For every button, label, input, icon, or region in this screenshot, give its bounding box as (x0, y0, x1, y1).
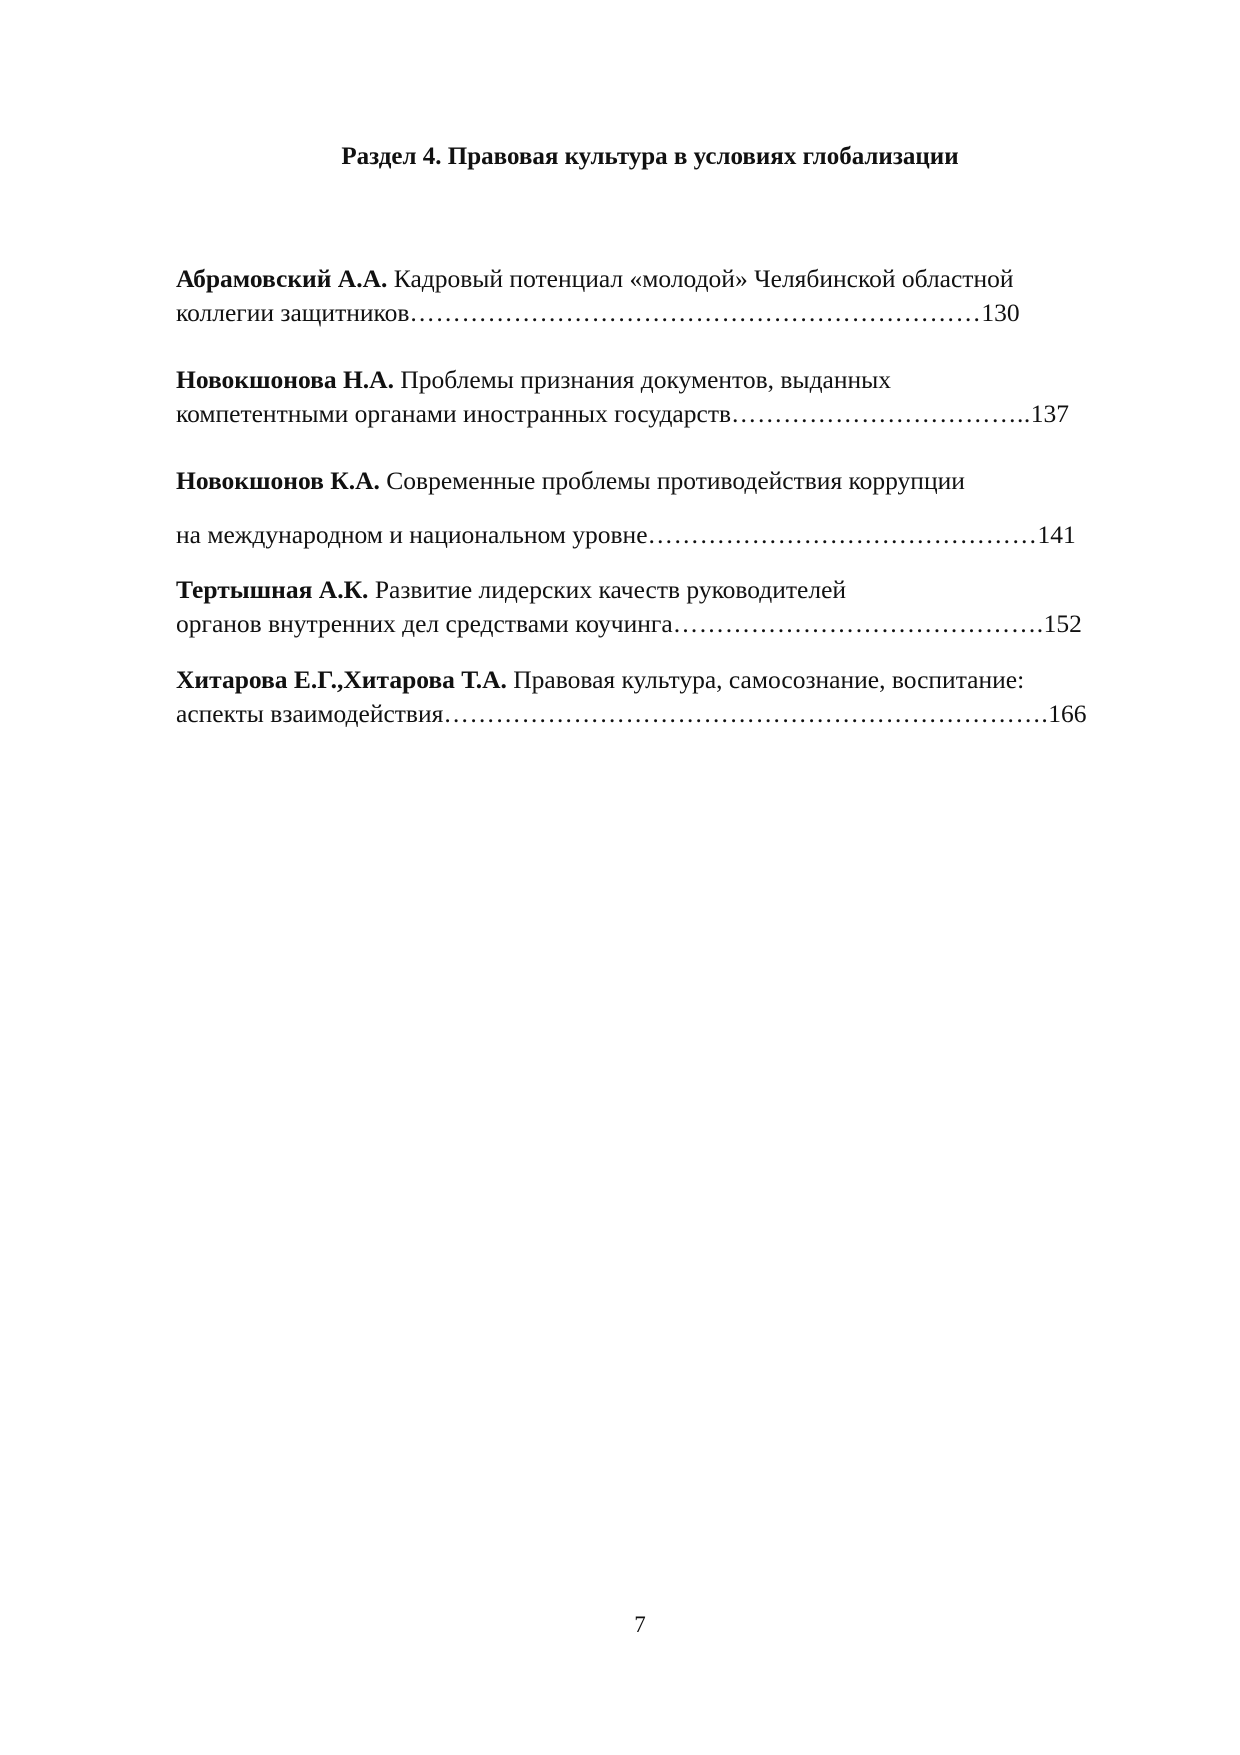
toc-author: Новокшонова Н.А. (176, 365, 394, 394)
toc-title: Современные проблемы противодействия коррупции (379, 466, 965, 495)
toc-page-number: 130 (981, 298, 1020, 327)
toc-title: Кадровый потенциал «молодой» Челябинской областной (387, 264, 1014, 293)
toc-title: Проблемы признания документов, выданных (393, 365, 892, 394)
toc-page-number: 141 (1037, 520, 1076, 549)
toc-page-number: 166 (1048, 699, 1087, 728)
toc-entry-line-1 (176, 363, 1069, 397)
toc-leader-dots: ……………………………………. (672, 609, 1044, 638)
toc-title-cont: компетентными органами иностранных государств (176, 399, 731, 428)
toc-leader-dots: …………………………….. (731, 399, 1031, 428)
toc-leader-dots: ……………………………………… (647, 520, 1038, 549)
toc-title: Правовая культура, самосознание, воспитание: (506, 665, 1025, 694)
toc-title-cont: аспекты взаимодействия (176, 699, 444, 728)
toc-entry-line-2 (176, 397, 1069, 431)
section-title: Раздел 4. Правовая культура в условиях глобализации (341, 143, 959, 170)
toc-entry-line-1 (176, 262, 1020, 296)
toc-entry-line-2 (176, 518, 1076, 552)
toc-leader-dots: ………………………………………………………… (409, 298, 982, 327)
toc-title-cont: коллегии защитников (176, 298, 410, 327)
toc-author: Хитарова Е.Г.,Хитарова Т.А. (176, 665, 507, 694)
toc-entry-line-2 (176, 697, 1086, 731)
toc-entry[interactable] (176, 363, 1069, 431)
toc-page-number: 137 (1030, 399, 1069, 428)
toc-page-number: 152 (1043, 609, 1082, 638)
toc-entry[interactable] (176, 464, 1076, 552)
toc-entry-line-1 (176, 464, 1076, 498)
toc-entry-line-2 (176, 296, 1020, 330)
toc-entry-line-1 (176, 663, 1086, 697)
page-number: 7 (634, 1612, 646, 1637)
toc-entry-line-2 (176, 607, 1082, 641)
toc-author: Новокшонов К.А. (176, 466, 380, 495)
toc-entry[interactable] (176, 573, 1082, 641)
toc-entry[interactable] (176, 663, 1086, 731)
toc-author: Абрамовский А.А. (176, 264, 388, 293)
toc-title-cont: на международном и национальном уровне (176, 520, 648, 549)
toc-entry-line-1 (176, 573, 1082, 607)
toc-title: Развитие лидерских качеств руководителей (368, 575, 847, 604)
toc-leader-dots: ……………………………………………………………. (443, 699, 1049, 728)
toc-title-cont: органов внутренних дел средствами коучинга (176, 609, 673, 638)
toc-author: Тертышная А.К. (176, 575, 369, 604)
toc-entry[interactable] (176, 262, 1020, 330)
